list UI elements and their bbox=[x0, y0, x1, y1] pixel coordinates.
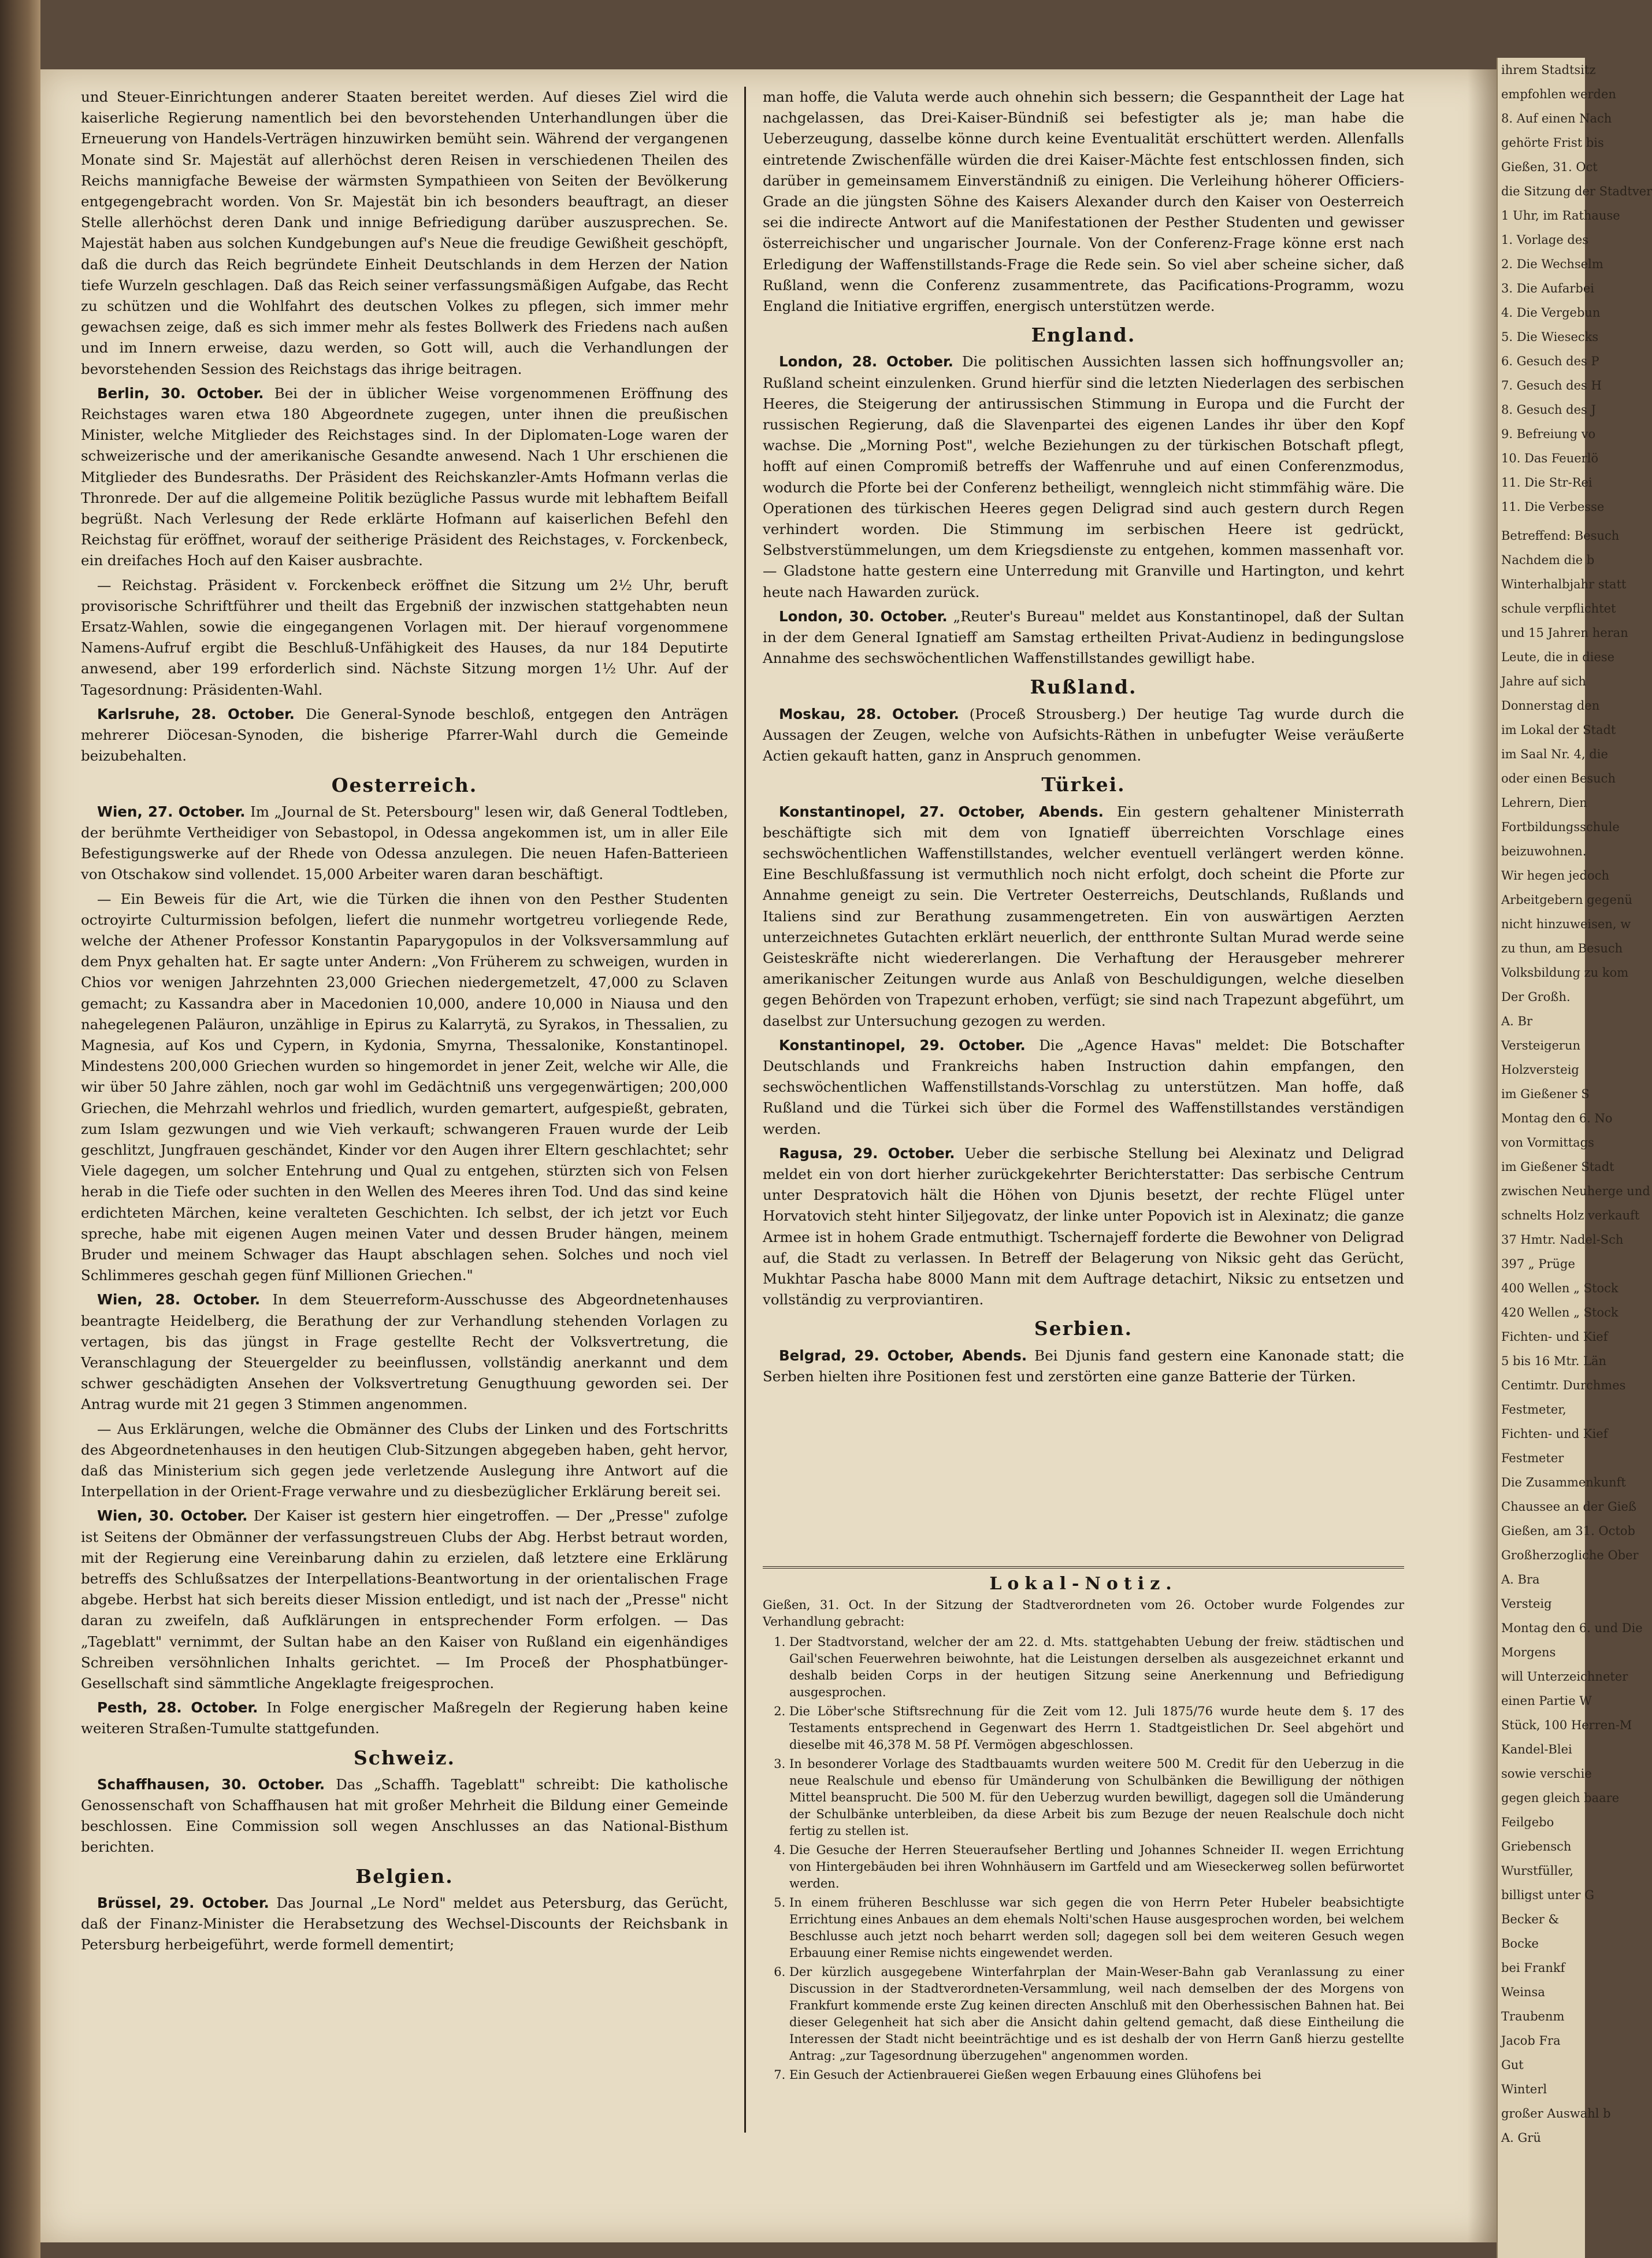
news-text: Der Kaiser ist gestern hier eingetroffen. — Der „Presse" zufolge ist Seitens der Obmänner der verfassungstreuen Clubs der Abg. Herbst betraut worden, mit der Regierung eine Vereinbarung dahin zu erzielen, daß letztere eine Erklärung betreffs des Schlußsatzes der Interpellations-Beantwortung in der orientalischen Frage abgebe. Herbst hat sich bereits dieser Mission entledigt, und ist nach der „Presse" nicht daran zu zweifeln, daß Aufklärungen in entsprechender Form erfolgen. — Das „Tageblatt" vernimmt, der Sultan habe an den Kaiser von Rußland ein eigenhändiges Schreiben versöhnlichen Inhalts gerichtet. — Im Proceß der Phosphatbünger-Gesellschaft sind sämmtliche Angeklagte freigesprochen. bbox=[81, 1507, 728, 1692]
dateline: Karlsruhe, 28. October. bbox=[97, 705, 295, 722]
fragment-line: A. Grü bbox=[1501, 2131, 1541, 2145]
news-item-karlsruhe bbox=[81, 704, 728, 767]
fragment-line: 8. Auf einen Nach bbox=[1501, 112, 1612, 125]
dateline: Konstantinopel, 27. October, Abends. bbox=[779, 803, 1104, 820]
adjacent-page-fragment bbox=[1497, 58, 1652, 2258]
fragment-line: nicht hinzuweisen, w bbox=[1501, 917, 1631, 931]
news-text: „Reuter's Bureau" meldet aus Konstantinopel, daß der Sultan in der dem General Ignatieff am Samstag ertheilten Privat-Audienz in bedingungslose Annahme des sechswöchentlichen Waffenstillstandes gewilligt habe. bbox=[763, 607, 1404, 667]
news-item-schaffhausen bbox=[81, 1774, 728, 1858]
fragment-line: Der Großh. bbox=[1501, 990, 1571, 1004]
fragment-line: bei Frankf bbox=[1501, 1961, 1565, 1975]
right-column bbox=[763, 87, 1404, 1391]
fragment-line: 11. Die Verbesse bbox=[1501, 500, 1605, 514]
section-heading-russland: Rußland. bbox=[1030, 676, 1137, 699]
page-curl-shadow bbox=[1468, 69, 1497, 2242]
fragment-line: Jacob Fra bbox=[1501, 2034, 1561, 2048]
dateline: Ragusa, 29. October. bbox=[779, 1144, 955, 1162]
fragment-line: gegen gleich baare bbox=[1501, 1791, 1620, 1805]
fragment-line: Morgens bbox=[1501, 1645, 1556, 1659]
news-item-london-28 bbox=[763, 351, 1404, 602]
news-item-ragusa bbox=[763, 1143, 1404, 1311]
fragment-line: zu thun, am Besuch bbox=[1501, 941, 1623, 955]
fragment-line: Montag den 6. No bbox=[1501, 1111, 1613, 1125]
fragment-line: schnelts Holz verkauft bbox=[1501, 1208, 1640, 1222]
fragment-line: Chaussee an der Gieß bbox=[1501, 1500, 1636, 1514]
fragment-line: will Unterzeichneter bbox=[1501, 1670, 1628, 1684]
fragment-line: Griebensch bbox=[1501, 1840, 1572, 1853]
section-heading-serbien: Serbien. bbox=[1034, 1317, 1133, 1340]
news-text: Das „Schaffh. Tageblatt" schreibt: Die katholische Genossenschaft von Schaffhausen hat mit großer Mehrheit die Bildung einer Gemeinde beschlossen. Eine Commission soll wegen Anschlusses an das National-Bisthum berichten. bbox=[81, 1775, 729, 1856]
dateline: Moskau, 28. October. bbox=[779, 705, 959, 722]
book-spine bbox=[0, 0, 40, 2258]
fragment-line: billigst unter G bbox=[1501, 1888, 1595, 1902]
news-text: In dem Steuerreform-Ausschusse des Abgeordnetenhauses beantragte Heidelberg, die Berathung der zur Verhandlung stehenden Vorlagen zu vertagen, bis das jüngst in Frage gestellte Recht der Volksvertretung, die Veranschlagung der Steuergelder zu beeinflussen, vollständig anerkannt und dem schwer geschädigten Ansehen der Volksvertretung Genugthuung geworden sei. Der Antrag wurde mit 21 gegen 3 Stimmen angenommen. bbox=[81, 1291, 728, 1413]
fragment-line: 397 „ Prüge bbox=[1501, 1257, 1575, 1271]
fragment-line: Bocke bbox=[1501, 1937, 1539, 1951]
fragment-line: Fortbildungsschule bbox=[1501, 820, 1620, 834]
news-item-wien-30 bbox=[81, 1506, 728, 1694]
fragment-line: einen Partie W bbox=[1501, 1694, 1592, 1708]
news-item-konstantinopel-27 bbox=[763, 802, 1404, 1032]
fragment-line: Versteigerun bbox=[1501, 1039, 1581, 1052]
fragment-line: Weinsa bbox=[1501, 1985, 1545, 1999]
list-item: 4. Die Gesuche der Herren Steueraufseher Bertling und Johannes Schneider II. wegen Errichtung von Hintergebäuden bei ihren Wohnhäusern im Gartfeld und am Wieseckerweg sollen befürwortet werden. bbox=[789, 1842, 1404, 1892]
local-notice-list bbox=[763, 1634, 1404, 2083]
fragment-line: 6. Gesuch des P bbox=[1501, 354, 1599, 368]
news-text: (Proceß Strousberg.) Der heutige Tag wurde durch die Aussagen der Zeugen, welche von Aufsichts-Räthen in unbefugter Weise veräußerte Actien gekauft hatten, ganz in Anspruch genommen. bbox=[763, 705, 1404, 765]
fragment-line: 1 Uhr, im Rathause bbox=[1501, 209, 1620, 223]
fragment-line: Arbeitgebern gegenü bbox=[1501, 893, 1633, 907]
list-item: 6. Der kürzlich ausgegebene Winterfahrplan der Main-Weser-Bahn gab Veranlassung zu einer Discussion in der Stadtverordneten-Versammlung, weil nach demselben der des Morgens von Frankfurt kommende erste Zug keinen directen Anschluß mit den Oberhessischen Bahnen hat. Bei dieser Gelegenheit hat sich aber die Ansicht dahin geltend gemacht, daß diese Eintheilung die Interessen der Stadt nicht beeinträchtige und es ist deshalb der von Herrn Ganß hierzu gestellte Antrag: „zur Tagesordnung überzugehen" angenommen worden. bbox=[789, 1964, 1404, 2064]
news-text: Ueber die serbische Stellung bei Alexinatz und Deligrad meldet ein von dort hierher zurückgekehrter Berichterstatter: Das serbische Centrum unter Despratovich hält die Höhen von Djunis besetzt, der rechte Flügel unter Horvatovich steht hinter Siljegovatz, der linke unter Popovich ist in Alexinatz; die ganze Armee ist in hohem Grade entmuthigt. Tschernajeff forderte die Bewohner von Deligrad auf, die Stadt zu verlassen. In Betreff der Belagerung von Niksic geht das Gerücht, Mukhtar Pascha habe 8000 Mann mit dem Auftrage detachirt, Niksic zu entsetzen und vollständig zu verproviantiren. bbox=[763, 1144, 1404, 1308]
fragment-line: 7. Gesuch des H bbox=[1501, 379, 1602, 392]
list-item: 7. Ein Gesuch der Actienbrauerei Gießen wegen Erbauung eines Glühofens bei bbox=[789, 2067, 1404, 2083]
dateline: Brüssel, 29. October. bbox=[97, 1894, 269, 1911]
fragment-line: im Lokal der Stadt bbox=[1501, 723, 1616, 737]
dateline: London, 30. October. bbox=[779, 607, 948, 625]
news-text: Die „Agence Havas" meldet: Die Botschafter Deutschlands und Frankreichs haben Instruction dahin empfangen, den sechswöchentlichen Waffenstillstands-Vorschlag zu unterstützen. Man hoffe, daß Rußland und die Türkei sich über die Formel des Waffenstillstandes verständigen werden. bbox=[763, 1036, 1405, 1137]
fragment-line: 2. Die Wechselm bbox=[1501, 257, 1603, 271]
fragment-line: 8. Gesuch des J bbox=[1501, 403, 1596, 417]
news-text: Die General-Synode beschloß, entgegen den Anträgen mehrerer Diöcesan-Synoden, die bisherige Pfarrer-Wahl durch die Gemeinde beizubehalten. bbox=[81, 705, 728, 765]
fragment-line: empfohlen werden bbox=[1501, 87, 1616, 101]
fragment-line: großer Auswahl b bbox=[1501, 2107, 1611, 2120]
dateline: Schaffhausen, 30. October. bbox=[97, 1775, 325, 1793]
fragment-line: 37 Hmtr. Nadel-Sch bbox=[1501, 1233, 1624, 1247]
fragment-line: Großherzogliche Ober bbox=[1501, 1548, 1639, 1562]
news-text: Bei der in üblicher Weise vorgenommenen Eröffnung des Reichstages waren etwa 180 Abgeordnete zugegen, unter ihnen die preußischen Minister, welche Mitglieder des Reichstages sind. In der Diplomaten-Loge waren der schweizerische und der amerikanische Gesandte anwesend. Nach 1 Uhr erschienen die Mitglieder des Bundesraths. Der Präsident des Reichskanzler-Amts Hofmann verlas die Thronrede. Der auf die allgemeine Politik bezügliche Passus wurde mit lebhaftem Beifall begrüßt. Nach Verlesung der Rede erklärte Hofmann auf kaiserlichen Befehl den Reichstag für eröffnet, worauf der seitherige Präsident des Reichstages, v. Forckenbeck, ein dreifaches Hoch auf den Kaiser ausbrachte. bbox=[81, 384, 728, 569]
fragment-line: 5 bis 16 Mtr. Län bbox=[1501, 1354, 1607, 1368]
fragment-line: zwischen Neuherge und bbox=[1501, 1184, 1650, 1198]
fragment-line: Wurstfüller, bbox=[1501, 1864, 1574, 1878]
fragment-line: Lehrern, Dien bbox=[1501, 796, 1587, 810]
fragment-line: Betreffend: Besuch bbox=[1501, 529, 1620, 543]
fragment-line: Gut bbox=[1501, 2058, 1524, 2072]
fragment-line: Leute, die in diese bbox=[1501, 650, 1615, 664]
fragment-line: 3. Die Aufarbei bbox=[1501, 281, 1594, 295]
fragment-line: 5. Die Wiesecks bbox=[1501, 330, 1599, 344]
fragment-line: Feilgebo bbox=[1501, 1815, 1554, 1829]
fragment-line: Volksbildung zu kom bbox=[1501, 966, 1629, 980]
list-item: 5. In einem früheren Beschlusse war sich gegen die von Herrn Peter Hubeler beabsichtigte Errichtung eines Anbaues an dem ehemals Nolti'schen Hause ausgesprochen worden, bei welchem Beschlusse auch jetzt noch beharrt werden soll; dagegen soll bei dem weiteren Gesuch wegen Erbauung einer Remise nichts eingewendet werden. bbox=[789, 1894, 1404, 1962]
fragment-line: A. Br bbox=[1501, 1014, 1532, 1028]
fragment-line: und 15 Jahren heran bbox=[1501, 626, 1628, 640]
fragment-line: A. Bra bbox=[1501, 1573, 1540, 1586]
fragment-line: 11. Die Str-Rei bbox=[1501, 476, 1592, 490]
fragment-line: Jahre auf sich bbox=[1501, 674, 1586, 688]
fragment-line: im Gießener Stadt bbox=[1501, 1160, 1614, 1174]
local-notice-intro: Gießen, 31. Oct. In der Sitzung der Stadtverordneten vom 26. October wurde Folgendes zur Verhandlung gebracht: bbox=[763, 1598, 1404, 1629]
news-text: Bei Djunis fand gestern eine Kanonade statt; die Serben hielten ihre Positionen fest und zerstörten eine ganze Batterie der Türken. bbox=[763, 1347, 1404, 1385]
dateline: Berlin, 30. October. bbox=[97, 384, 264, 402]
news-item-bruessel bbox=[81, 1893, 728, 1956]
news-text: Im „Journal de St. Petersbourg" lesen wir, daß General Todtleben, der berühmte Vertheidiger von Sebastopol, in Odessa angekommen ist, um in aller Eile Befestigungswerke auf der Rhede von Odessa anzulegen. Die neuen Hafen-Batterieen von Otschakow sind vollendet. 15,000 Arbeiter waren daran beschäftigt. bbox=[81, 803, 728, 883]
paragraph: und Steuer-Einrichtungen anderer Staaten bereitet werden. Auf dieses Ziel wird die kaiserliche Regierung namentlich bei den bevorstehenden Unterhandlungen über die Erneuerung von Handels-Verträgen hinzuwirken bemüht sein. Während der vergangenen Monate sind Sr. Majestät auf allerhöchst deren Reisen in verschiedenen Theilen des Reichs mannigfache Beweise der wärmsten Sympathieen von Seiten der Bevölkerung entgegengebracht worden. Von Sr. Majestät bin ich besonders beauftragt, an dieser Stelle allerhöchst deren Dank und innige Befriedigung darüber auszusprechen. Se. Majestät haben aus solchen Kundgebungen auf's Neue die freudige Gewißheit geschöpft, daß die durch das Reich begründete Einheit Deutschlands in dem Herzen der Nation tiefe Wurzeln geschlagen. Daß das Reich seiner verfassungsmäßigen Aufgabe, das Recht zu schützen und die Wohlfahrt des deutschen Volkes zu pflegen, sich immer mehr gewachsen zeige, daß es sich immer mehr als festes Bollwerk des Friedens nach außen und im Innern erweise, dazu werden, so Gott will, auch die Verhandlungen der bevorstehenden Session des Reichstags das ihrige beitragen. bbox=[81, 88, 728, 377]
section-heading-belgien: Belgien. bbox=[355, 1864, 454, 1888]
fragment-line: Kandel-Blei bbox=[1501, 1742, 1572, 1756]
fragment-line bbox=[1498, 519, 1585, 524]
fragment-line: 10. Das Feuerlö bbox=[1501, 451, 1599, 465]
fragment-line: Centimtr. Durchmes bbox=[1501, 1378, 1626, 1392]
fragment-line: oder einen Besuch bbox=[1501, 772, 1616, 785]
list-item: 3. In besonderer Vorlage des Stadtbauamts wurden weitere 500 M. Credit für den Ueberzug in die neue Realschule und ebenso für Umänderung von Schulbänken die Bewilligung der nöthigen Mittel beansprucht. Die 500 M. für den Ueberzug wurden bewilligt, dagegen soll die Umänderung der Schulbänke unterbleiben, da diese Arbeit bis zum Bezuge der neuen Realschule doch nicht fertig zu stellen ist. bbox=[789, 1756, 1404, 1840]
dateline: Wien, 27. October. bbox=[97, 803, 246, 820]
section-heading-tuerkei: Türkei. bbox=[1041, 773, 1126, 796]
news-item-belgrad bbox=[763, 1345, 1404, 1387]
news-text: Das Journal „Le Nord" meldet aus Petersburg, das Gerücht, daß der Finanz-Minister die Herabsetzung des Wechsel-Discounts der Reichsbank in Petersburg herbeigeführt, werde formell dementirt; bbox=[81, 1894, 728, 1953]
news-item-berlin bbox=[81, 383, 728, 572]
news-item-wien-27 bbox=[81, 802, 728, 885]
fragment-line: im Saal Nr. 4, die bbox=[1501, 747, 1608, 761]
fragment-line: im Gießener S bbox=[1501, 1087, 1590, 1101]
fragment-line: Holzversteig bbox=[1501, 1063, 1579, 1077]
dateline: Pesth, 28. October. bbox=[97, 1699, 258, 1716]
fragment-line: 420 Wellen „ Stock bbox=[1501, 1306, 1618, 1319]
section-heading-england: England. bbox=[1031, 324, 1136, 347]
fragment-line: 9. Befreiung vo bbox=[1501, 427, 1596, 441]
fragment-line: Festmeter bbox=[1501, 1451, 1564, 1465]
fragment-line: gehörte Frist bis bbox=[1501, 136, 1604, 150]
fragment-line: Montag den 6. und Die bbox=[1501, 1621, 1643, 1635]
local-notice-heading: Lokal-Notiz. bbox=[989, 1574, 1178, 1594]
dateline: London, 28. October. bbox=[779, 353, 953, 370]
fragment-line: schule verpflichtet bbox=[1501, 602, 1616, 616]
fragment-line: Becker & bbox=[1501, 1912, 1560, 1926]
fragment-line: Versteig bbox=[1501, 1597, 1552, 1611]
paragraph: — Ein Beweis für die Art, wie die Türken die ihnen von den Pesther Studenten octroyirte Culturmission befolgen, liefert die nunmehr wortgetreu vorliegende Rede, welche der Athener Professor Konstantin Paparygopulos in der Volksversammlung auf dem Pnyx gehalten hat. Er sagte unter Andern: „Von Früherem zu schweigen, wurden in Chios vor wenigen Jahrzehnten 23,000 Griechen niedergemetzelt, 47,000 zu Sclaven gemacht; zu Kassandra aber in Macedonien 10,000, andere 10,000 in Niausa und den nahegelegenen Paläuron, unzählige in Epirus zu Kalarrytä, zu Syrakos, in Thessalien, zu Magnesia, auf Kos und Cypern, in Kydonia, Smyrna, Thessalonike, Konstantinopel. Mindestens 200,000 Griechen wurden so hingemordet in jener Zeit, welche wir Alle, die wir über 50 Jahre zählen, noch gar wohl im Gedächtniß uns vergegenwärtigen; 200,000 Griechen, die Mehrzahl wehrlos und friedlich, wurden gemartert, aufgespießt, gebraten, zum Islam gezwungen und wie Vieh verkauft; schwangeren Frauen wurde der Leib geschlitzt, Jungfrauen geschändet, Kinder vor den Augen ihrer Eltern geschlachtet; sehr Viele dagegen, um solcher Entehrung und Qual zu entgehen, stürzten sich von Felsen herab in die Tiefe oder suchten in den Wellen des Meeres ihren Tod. Und das sind keine erdichteten Märchen, keine veralteten Geschichten. Ich selbst, der ich jetzt vor Euch spreche, habe mit eigenen Augen meinen Vater und dessen Bruder hängen, meinem Bruder und meinem Schwager das Haupt abschlagen sehen. Solches und noch viel Schlimmeres geschah gegen fünf Millionen Griechen." bbox=[81, 890, 728, 1284]
news-item-moskau bbox=[763, 704, 1404, 767]
list-item: 1. Der Stadtvorstand, welcher der am 22. d. Mts. stattgehabten Uebung der freiw. städtischen und Gail'schen Feuerwehren beiwohnte, hat die Leistungen derselben als ausgezeichnet erkannt und deshalb beiden Corps in der heutigen Sitzung seine Anerkennung und Befriedigung ausgesprochen. bbox=[789, 1634, 1404, 1701]
fragment-line: Stück, 100 Herren-M bbox=[1501, 1718, 1632, 1732]
fragment-line: von Vormittags bbox=[1501, 1136, 1594, 1150]
fragment-line: 1. Vorlage des bbox=[1501, 233, 1589, 247]
fragment-line: Donnerstag den bbox=[1501, 699, 1600, 713]
fragment-line: Fichten- und Kief bbox=[1501, 1427, 1608, 1441]
fragment-line: Festmeter, bbox=[1501, 1403, 1566, 1417]
paragraph: — Aus Erklärungen, welche die Obmänner des Clubs der Linken und des Fortschritts des Abgeordnetenhauses in den heutigen Club-Sitzungen abgegeben haben, geht hervor, daß das Ministerium sich gegen jede verletzende Auslegung ihre Antwort auf die Interpellation in der Orient-Frage verwahre und zu diesbezüglicher Erklärung bereit sei. bbox=[81, 1420, 728, 1500]
dateline: Belgrad, 29. October, Abends. bbox=[779, 1347, 1027, 1364]
list-item: 2. Die Löber'sche Stiftsrechnung für die Zeit vom 12. Juli 1875/76 wurde heute dem §. 17 des Testaments entsprechend in Gegenwart des Herrn 1. Stadtgeistlichen Dr. Seel abgehört und dieselbe mit 46,378 M. 58 Pf. Vermögen abgeschlossen. bbox=[789, 1703, 1404, 1753]
fragment-line: sowie verschie bbox=[1501, 1767, 1592, 1781]
column-divider bbox=[744, 87, 746, 2133]
paragraph: — Reichstag. Präsident v. Forckenbeck eröffnet die Sitzung um 2½ Uhr, beruft provisorische Schriftführer und theilt das Ergebniß der inzwischen stattgehabten neun Ersatz-Wahlen, sowie die eingegangenen Vorlagen mit. Der hierauf vorgenommene Namens-Aufruf ergibt die Beschluß-Unfähigkeit des Hauses, da nur 184 Deputirte anwesend, aber 199 erforderlich sind. Nächste Sitzung morgen 1½ Uhr. Auf der Tagesordnung: Präsidenten-Wahl. bbox=[81, 576, 728, 698]
fragment-line: Gießen, am 31. Octob bbox=[1501, 1524, 1635, 1538]
news-text: Ein gestern gehaltener Ministerrath beschäftigte sich mit dem von Ignatieff überreichten Vorschlage eines sechswöchentlichen Waffenstillstandes, welcher eventuell verlängert werden könne. Eine Beschlußfassung ist vermuthlich noch nicht erfolgt, doch scheint die Pforte zur Annahme geneigt zu sein. Die Vertreter Oesterreichs, Deutschlands, Rußlands und Italiens sind zur Berathung zusammengetreten. Ein von auswärtigen Aerzten unterzeichnetes Gutachten erklärt neuerlich, der entthronte Sultan Murad werde seine Geisteskräfte nicht wiedererlangen. Die Verhaftung der Herausgeber mehrerer amerikanischer Zeitungen wurde aus Anlaß von Beschuldigungen, welche dieselben gegen Behörden von Trapezunt erhoben, verfügt; sie sind nach Trapezunt abgeführt, um daselbst zur Untersuchung gezogen zu werden. bbox=[763, 803, 1404, 1029]
fragment-line: beizuwohnen. bbox=[1501, 844, 1587, 858]
fragment-line: 4. Die Vergebun bbox=[1501, 306, 1601, 320]
fragment-line: die Sitzung der Stadtver bbox=[1501, 184, 1652, 198]
fragment-line: Gießen, 31. Oct bbox=[1501, 160, 1598, 174]
fragment-line: 400 Wellen „ Stock bbox=[1501, 1281, 1618, 1295]
fragment-line: Nachdem die b bbox=[1501, 553, 1595, 567]
fragment-line: Traubenm bbox=[1501, 2009, 1565, 2023]
dateline: Wien, 28. October. bbox=[97, 1291, 261, 1308]
news-item-london-30 bbox=[763, 606, 1404, 669]
news-item-wien-28 bbox=[81, 1289, 728, 1415]
dateline: Konstantinopel, 29. October. bbox=[779, 1036, 1026, 1054]
dateline: Wien, 30. October. bbox=[97, 1507, 248, 1525]
news-text: In Folge energischer Maßregeln der Regierung haben keine weiteren Straßen-Tumulte stattgefunden. bbox=[81, 1699, 728, 1737]
news-item-pesth bbox=[81, 1697, 728, 1739]
fragment-line: Winterhalbjahr statt bbox=[1501, 577, 1627, 591]
fragment-line: ihrem Stadtsitz bbox=[1501, 63, 1596, 77]
local-notice bbox=[763, 1566, 1404, 2086]
fragment-line: Die Zusammenkunft bbox=[1501, 1475, 1626, 1489]
news-item-konstantinopel-29 bbox=[763, 1035, 1404, 1140]
fragment-line: Wir hegen jedoch bbox=[1501, 869, 1609, 883]
news-text: Die politischen Aussichten lassen sich hoffnungsvoller an; Rußland scheint einzulenken. Grund hierfür sind die letzten Niederlagen des serbischen Heeres, die Steigerung der antirussischen Stimmung in Europa und die Furcht der russischen Regierung, daß die Slavenpartei des eigenen Landes ihr über den Kopf wachse. Die „Morning Post", welche Beziehungen zu der türkischen Botschaft pflegt, hofft auf einen Compromiß betreffs der Waffenruhe und auf einen Conferenzmodus, wodurch die Pforte bei der Conferenz betheiligt, wenngleich nicht stimmfähig wäre. Die Operationen des türkischen Heeres gegen Deligrad sind auch gestern durch Regen verhindert worden. Die Stimmung im serbischen Heere ist gedrückt, Selbstverstümmelungen, um dem Kriegsdienste zu entgehen, kommen massenhaft vor. — Gladstone hatte gestern eine Unterredung mit Granville und Hartington, und kehrt heute nach Hawarden zurück. bbox=[763, 353, 1404, 600]
fragment-line: Fichten- und Kief bbox=[1501, 1330, 1608, 1344]
fragment-line: Winterl bbox=[1501, 2082, 1547, 2096]
paragraph: man hoffe, die Valuta werde auch ohnehin sich bessern; die Gespanntheit der Lage hat nachgelassen, das Drei-Kaiser-Bündniß sei befestigter als je; man habe die Ueberzeugung, dasselbe könne durch keine Eventualität erschüttert werden. Allenfalls eintretende Zwischenfälle würden die drei Kaiser-Mächte fest entschlossen finden, sich darüber in gemeinsamem Einverständniß zu einigen. Die Verleihung höherer Officiers-Grade an die jüngsten Söhne des Kaisers Alexander durch den Kaiser von Oesterreich sei die indirecte Antwort auf die Manifestationen der Pesther Studenten und gewisser österreichischer und ungarischer Journale. Von der Conferenz-Frage könne erst nach Erledigung der Waffenstillstands-Frage die Rede sein. So viel aber scheine sicher, daß Rußland, wenn die Conferenz zusammentrete, das Pacifications-Programm, wozu England die Initiative ergriffen, energisch unterstützen werde. bbox=[763, 88, 1404, 315]
section-heading-oesterreich: Oesterreich. bbox=[331, 773, 478, 796]
section-heading-schweiz: Schweiz. bbox=[353, 1746, 456, 1769]
left-column bbox=[81, 87, 728, 1959]
